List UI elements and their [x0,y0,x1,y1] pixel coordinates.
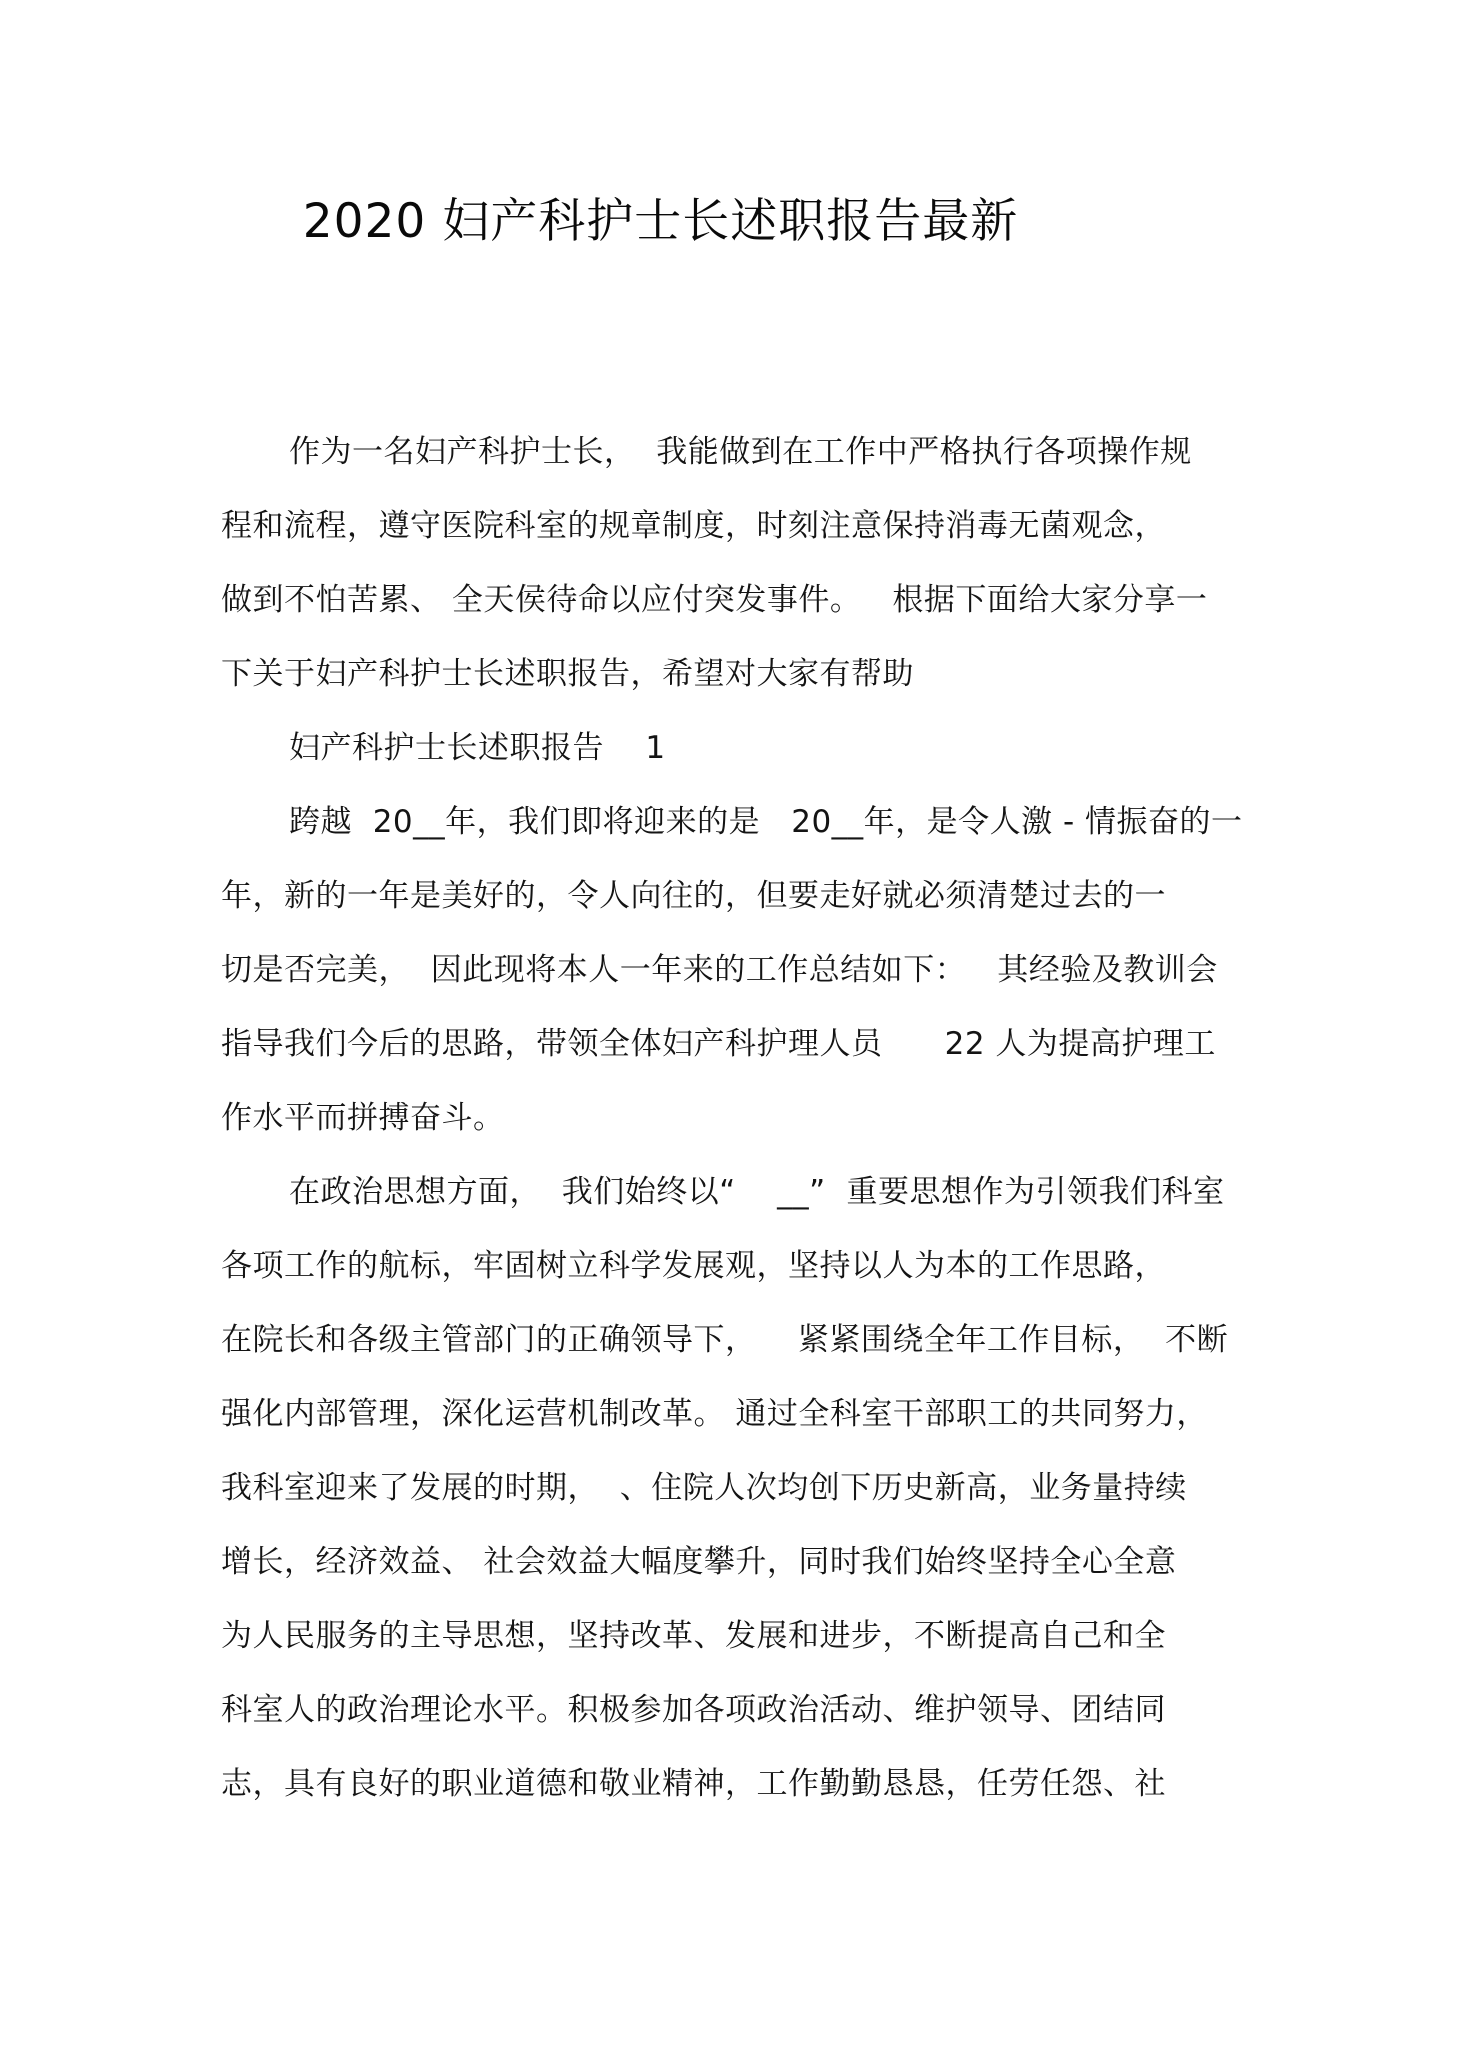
paragraph-line: 指导我们今后的思路，带领全体妇产科护理人员 22 人为提高护理工 [221,1026,1216,1062]
paragraph-line: 切是否完美， 因此现将本人一年来的工作总结如下： 其经验及教训会 [221,952,1218,988]
paragraph-line: 做到不怕苦累、 全天侯待命以应付突发事件。 根据下面给大家分享一 [221,582,1208,618]
paragraph-line: 作为一名妇产科护士长， 我能做到在工作中严格执行各项操作规 [289,434,1192,470]
paragraph-line: 年，新的一年是美好的，令人向往的，但要走好就必须清楚过去的一 [221,878,1166,914]
section-heading: 妇产科护士长述职报告 1 [289,730,666,766]
paragraph-line: 各项工作的航标，牢固树立科学发展观，坚持以人为本的工作思路， [221,1248,1166,1284]
paragraph-line: 强化内部管理，深化运营机制改革。 通过全科室干部职工的共同努力， [221,1396,1208,1432]
paragraph-line: 增长，经济效益、 社会效益大幅度攀升，同时我们始终坚持全心全意 [221,1544,1177,1580]
paragraph-line: 志，具有良好的职业道德和敬业精神，工作勤勤恳恳，任劳任怨、社 [221,1766,1166,1802]
paragraph-line: 作水平而拼搏奋斗。 [221,1100,505,1136]
paragraph-line: 在院长和各级主管部门的正确领导下， 紧紧围绕全年工作目标， 不断 [221,1322,1229,1358]
paragraph-line: 跨越 20__年，我们即将迎来的是 20__年，是令人激 - 情振奋的一 [289,804,1243,840]
paragraph-line: 在政治思想方面， 我们始终以“ __” 重要思想作为引领我们科室 [289,1174,1225,1210]
paragraph-line: 科室人的政治理论水平。积极参加各项政治活动、维护领导、团结同 [221,1692,1166,1728]
paragraph-line: 程和流程，遵守医院科室的规章制度，时刻注意保持消毒无菌观念， [221,508,1166,544]
paragraph-line: 我科室迎来了发展的时期， 、住院人次均创下历史新高，业务量持续 [221,1470,1187,1506]
document-title: 2020 妇产科护士长述职报告最新 [302,194,1019,249]
paragraph-line: 下关于妇产科护士长述职报告，希望对大家有帮助 [221,656,914,692]
paragraph-line: 为人民服务的主导思想，坚持改革、发展和进步，不断提高自己和全 [221,1618,1166,1654]
